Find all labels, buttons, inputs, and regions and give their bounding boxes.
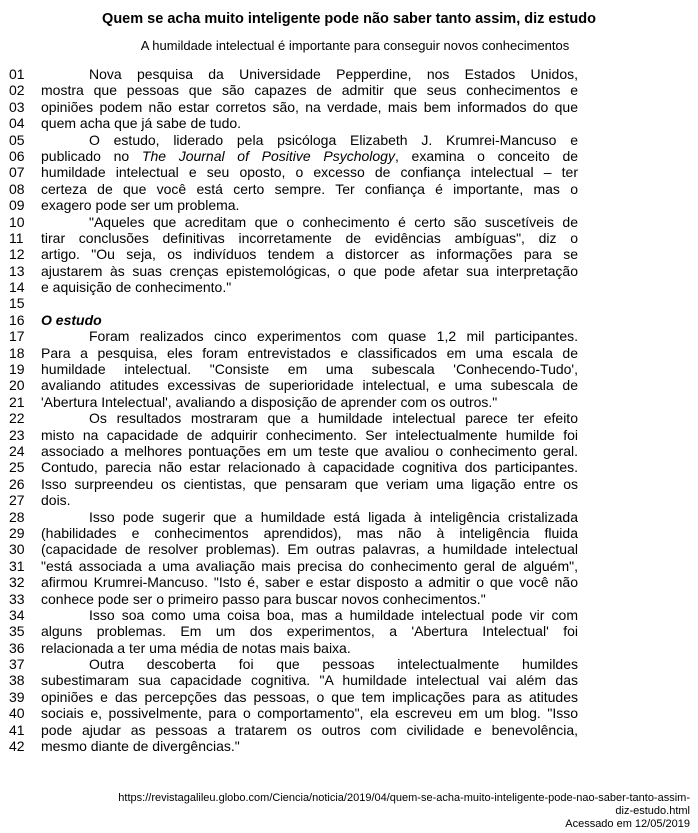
line-text: Foram realizados cinco experimentos com quase 1,2 mil participantes. <box>89 328 578 345</box>
line-text: conhece pode ser o primeiro passo para buscar novos conhecimentos." <box>41 590 486 607</box>
line-number: 07 <box>9 164 25 181</box>
text-line <box>9 558 589 574</box>
line-text: (capacidade de resolver problemas). Em outras palavras, a humildade intelectual <box>41 541 578 558</box>
text-line <box>9 738 589 754</box>
line-text: humildade intelectual. "Consiste em uma subescala 'Conhecendo-Tudo', <box>41 361 578 378</box>
line-text: Isso soa como uma coisa boa, mas a humildade intelectual pode vir com <box>89 606 578 623</box>
line-number: 36 <box>9 639 25 656</box>
text-line <box>9 541 589 557</box>
text-line <box>9 99 589 115</box>
source-url-line-2[interactable]: diz-estudo.html <box>615 805 690 817</box>
line-number: 42 <box>9 738 25 755</box>
line-text: Isso pode sugerir que a humildade está ligada à inteligência cristalizada <box>89 508 578 525</box>
line-number: 14 <box>9 279 25 296</box>
text-line <box>9 476 589 492</box>
line-text: dois. <box>41 492 71 509</box>
source-reference <box>10 792 690 831</box>
line-text: alguns problemas. Em um dos experimentos, a 'Abertura Intelectual' foi <box>41 623 578 640</box>
text-line <box>9 410 589 426</box>
line-text: sociais e, possivelmente, para o comportamento", ela escreveu em um blog. "Isso <box>41 705 578 722</box>
line-text: relacionada a ter uma média de notas mais baixa. <box>41 639 351 656</box>
line-text: (habilidades e conhecimentos aprendidos), mas não à inteligência fluida <box>41 524 578 541</box>
line-number: 06 <box>9 147 25 164</box>
text-line <box>9 672 589 688</box>
line-number: 32 <box>9 574 25 591</box>
line-number: 40 <box>9 705 25 722</box>
text-line <box>9 689 589 705</box>
section-heading: O estudo <box>41 311 102 328</box>
line-number: 02 <box>9 82 25 99</box>
text-line <box>9 722 589 738</box>
text-line <box>9 705 589 721</box>
text-line <box>9 574 589 590</box>
line-number: 35 <box>9 623 25 640</box>
article-title: Quem se acha muito inteligente pode não saber tanto assim, diz estudo <box>102 11 596 27</box>
line-number: 38 <box>9 672 25 689</box>
text-line <box>9 394 589 410</box>
text-line <box>9 148 589 164</box>
text-line <box>9 328 589 344</box>
line-text: pode ajudar as pessoas a tratarem os outros com civilidade e benevolência, <box>41 721 578 738</box>
text-line <box>9 66 589 82</box>
text-line <box>9 230 589 246</box>
article-body <box>9 66 589 754</box>
line-number: 27 <box>9 492 25 509</box>
line-number: 03 <box>9 98 25 115</box>
line-number: 31 <box>9 557 25 574</box>
text-line <box>9 640 589 656</box>
text-line <box>9 427 589 443</box>
line-number: 01 <box>9 66 25 82</box>
line-text: "está associada a uma avaliação mais precisa do conhecimento geral de alguém", <box>41 557 578 574</box>
line-text: mesmo diante de divergências." <box>41 738 240 755</box>
line-number: 30 <box>9 541 25 558</box>
text-line <box>9 312 589 328</box>
line-number: 09 <box>9 197 25 214</box>
line-number: 25 <box>9 459 25 476</box>
text-line <box>9 164 589 180</box>
text-line <box>9 197 589 213</box>
line-number: 28 <box>9 508 25 525</box>
line-text: Nova pesquisa da Universidade Pepperdine, nos Estados Unidos, <box>89 66 578 82</box>
line-number: 15 <box>9 295 25 312</box>
line-text: certeza de que você está certo sempre. Ter confiança é importante, mas o <box>41 180 578 197</box>
text-line <box>9 132 589 148</box>
text-line <box>9 459 589 475</box>
line-text: e aquisição de conhecimento." <box>41 279 232 296</box>
text-line <box>9 361 589 377</box>
line-number: 12 <box>9 246 25 263</box>
line-text: subestimaram sua capacidade cognitiva. "A humildade intelectual vai além das <box>41 672 578 689</box>
line-number: 37 <box>9 656 25 673</box>
line-text: humildade intelectual e seu oposto, o excesso de confiança intelectual – ter <box>41 164 578 181</box>
line-text: 'Abertura Intelectual', avaliando a disposição de aprender com os outros." <box>41 393 498 410</box>
text-line <box>9 591 589 607</box>
line-text: ajustarem às suas crenças epistemológicas, o que pode afetar sua interpretação <box>41 262 578 279</box>
source-url-line-1[interactable]: https://revistagalileu.globo.com/Ciencia/noticia/2019/04/quem-se-acha-muito-inteligente-pode-nao-saber-tanto-assim- <box>118 792 690 804</box>
line-text: O estudo, liderado pela psicóloga Elizabeth J. Krumrei-Mancuso e <box>89 131 578 148</box>
line-text: opiniões e das percepções das pessoas, o que tem implicações para as atitudes <box>41 688 578 705</box>
line-number: 21 <box>9 393 25 410</box>
line-text: afirmou Krumrei-Mancuso. "Isto é, saber e estar disposto a admitir o que você não <box>41 574 578 591</box>
line-number: 41 <box>9 721 25 738</box>
line-text: publicado no The Journal of Positive Psychology, examina o conceito de <box>41 147 579 164</box>
line-number: 24 <box>9 442 25 459</box>
line-text: misto na capacidade de adquirir conhecimento. Ser intelectualmente humilde foi <box>41 426 578 443</box>
line-number: 20 <box>9 377 25 394</box>
text-line <box>9 656 589 672</box>
journal-name: The Journal of Positive Psychology <box>141 147 395 164</box>
line-text: avaliando atitudes excessivas de superioridade intelectual, e uma subescala de <box>41 377 578 394</box>
line-number: 23 <box>9 426 25 443</box>
text-line <box>9 623 589 639</box>
line-text: associado a melhores pontuações em um teste que avaliou o conhecimento geral. <box>41 442 578 459</box>
line-number: 29 <box>9 524 25 541</box>
line-number: 22 <box>9 410 25 427</box>
text-line <box>9 246 589 262</box>
text-line <box>9 607 589 623</box>
line-text: opiniões podem não estar corretos são, na verdade, mais bem informados do que <box>41 98 578 115</box>
line-number: 11 <box>9 229 24 246</box>
line-number: 08 <box>9 180 25 197</box>
line-number: 04 <box>9 115 25 132</box>
text-line <box>9 509 589 525</box>
text-line <box>9 263 589 279</box>
text-line <box>9 82 589 98</box>
text-line <box>9 525 589 541</box>
text-line <box>9 279 589 295</box>
text-line <box>9 181 589 197</box>
text-line <box>9 115 589 131</box>
line-number: 05 <box>9 131 25 148</box>
line-text: tirar conclusões definitivas incorretamente de evidências ambíguas", diz o <box>41 229 578 246</box>
article-subtitle: A humildade intelectual é importante para conseguir novos conhecimentos <box>140 38 570 53</box>
line-number: 19 <box>9 361 25 378</box>
line-text: "Aqueles que acreditam que o conhecimento é certo são suscetíveis de <box>89 213 578 230</box>
line-text: artigo. "Ou seja, os indivíduos tendem a distorcer as informações para se <box>41 246 578 263</box>
text-line <box>9 214 589 230</box>
text-line <box>9 443 589 459</box>
line-number: 16 <box>9 311 25 328</box>
line-number: 17 <box>9 328 25 345</box>
line-text: mostra que pessoas que são capazes de admitir que seus conhecimentos e <box>41 82 578 99</box>
text-line <box>9 345 589 361</box>
line-text: quem acha que já sabe de tudo. <box>41 115 242 132</box>
text-line <box>9 377 589 393</box>
line-number: 10 <box>9 213 25 230</box>
line-number: 13 <box>9 262 25 279</box>
line-number: 18 <box>9 344 25 361</box>
line-number: 39 <box>9 688 25 705</box>
line-number: 33 <box>9 590 25 607</box>
line-text: Contudo, parecia não estar relacionado à capacidade cognitiva dos participantes. <box>41 459 578 476</box>
access-date: Acessado em 12/05/2019 <box>565 818 690 830</box>
text-line <box>9 492 589 508</box>
line-number: 26 <box>9 475 25 492</box>
line-text: Os resultados mostraram que a humildade intelectual parece ter efeito <box>89 410 578 427</box>
line-text: Para a pesquisa, eles foram entrevistados e classificados em uma escala de <box>41 344 578 361</box>
line-number: 34 <box>9 606 25 623</box>
text-line <box>9 295 589 311</box>
line-text: Isso surpreendeu os cientistas, que pensaram que veriam uma ligação entre os <box>41 475 578 492</box>
line-text: exagero pode ser um problema. <box>41 197 240 214</box>
line-text: Outra descoberta foi que pessoas intelectualmente humildes <box>89 656 578 673</box>
